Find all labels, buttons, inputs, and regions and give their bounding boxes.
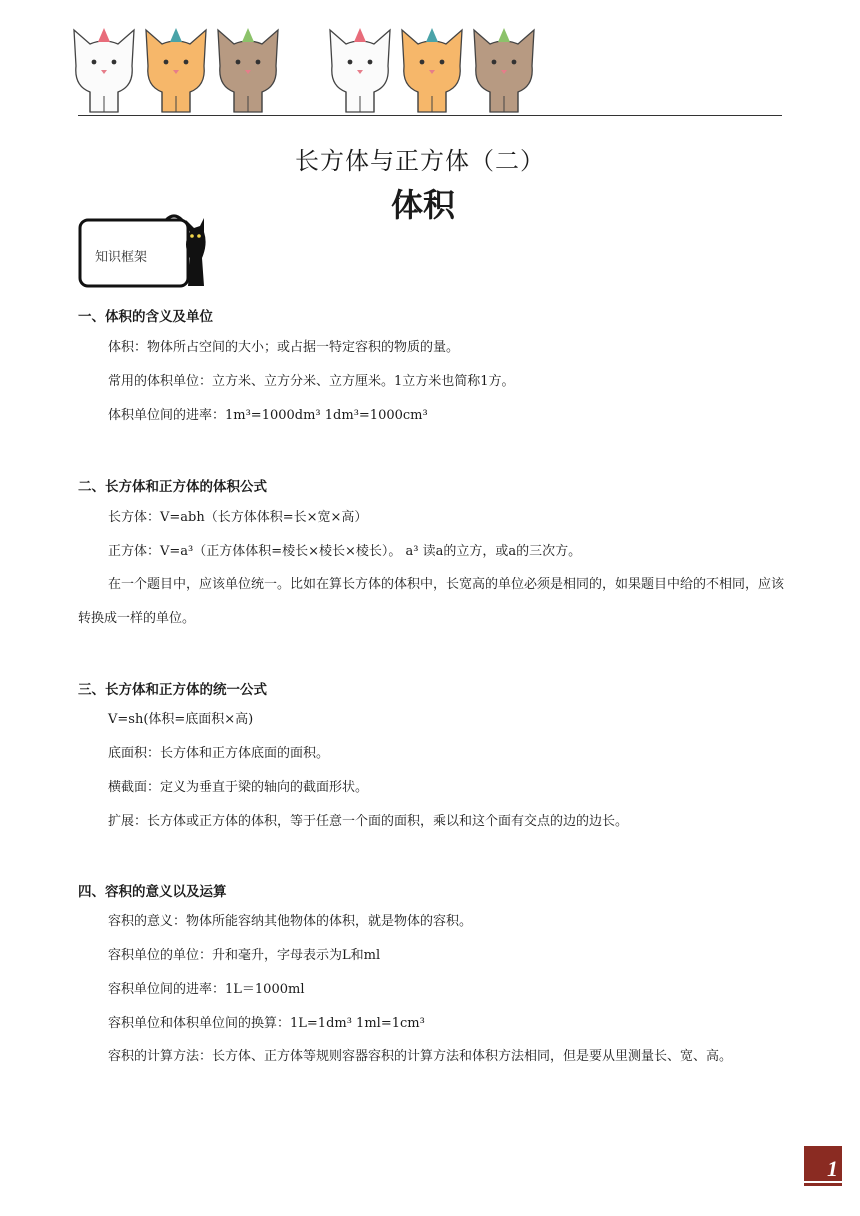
section-heading: 二、长方体和正方体的体积公式 [78,479,267,495]
section-line: 常用的体积单位：立方米、立方分米、立方厘米。1立方米也简称1方。 [108,374,515,389]
knowledge-framework-label: 知识框架 [95,250,148,265]
section-line: 容积单位间的进率：1L＝1000ml [108,982,305,997]
page-number-underline [804,1181,842,1183]
section-paragraph: 在一个题目中，应该单位统一。比如在算长方体的体积中，长宽高的单位必须是相同的，如果题目中给的不相同，应该转换成一样的单位。 [78,577,785,626]
section-line: V=sh(体积=底面积×高) [108,712,254,727]
section-line: 长方体：V=abh（长方体体积=长×宽×高） [108,510,368,525]
section-line: 横截面：定义为垂直于梁的轴向的截面形状。 [108,780,369,795]
section-paragraph: 容积的计算方法：长方体、正方体等规则容器容积的计算方法和体积方法相同，但是要从里测量长、宽、高。 [108,1049,733,1064]
section-heading: 一、体积的含义及单位 [78,309,213,325]
section-line: 体积：物体所占空间的大小；或占据一特定容积的物质的量。 [108,340,460,355]
kittens-illustration [68,24,548,116]
section-line: 容积单位的单位：升和毫升，字母表示为L和ml [108,948,381,963]
section-line: 体积单位间的进率：1m³=1000dm³ 1dm³=1000cm³ [108,408,428,423]
section-line: 容积单位和体积单位间的换算：1L=1dm³ 1ml=1cm³ [108,1016,425,1031]
header-divider [78,115,782,116]
section-heading: 四、容积的意义以及运算 [78,884,227,900]
document-title: 体积 [390,186,455,224]
document-subtitle: 长方体与正方体（二） [295,147,545,175]
section-line: 底面积：长方体和正方体底面的面积。 [108,746,330,761]
section-heading: 三、长方体和正方体的统一公式 [78,682,267,698]
page-number: 1 [827,1156,838,1181]
section-line: 正方体：V=a³（正方体体积=棱长×棱长×棱长）。 a³ 读a的立方，或a的三次方。 [108,544,582,559]
section-line: 容积的意义：物体所能容纳其他物体的体积，就是物体的容积。 [108,914,473,929]
section-line: 扩展：长方体或正方体的体积，等于任意一个面的面积，乘以和这个面有交点的边的边长。 [108,814,629,829]
